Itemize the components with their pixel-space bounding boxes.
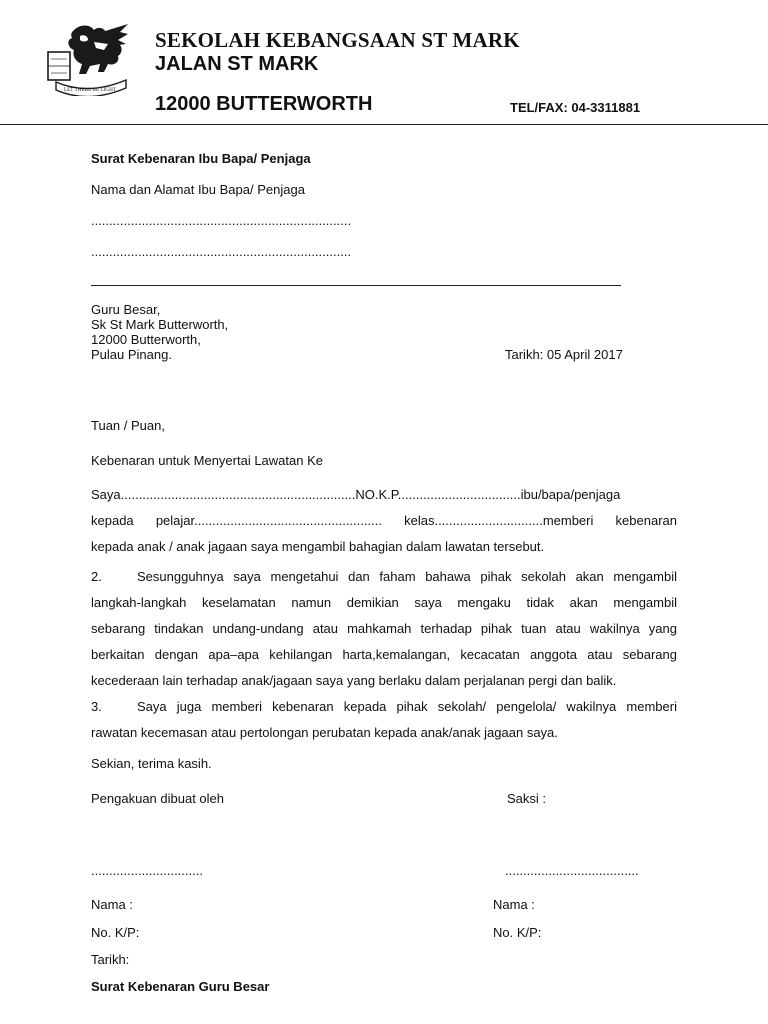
logo-motto: LET THERE BE LIGHT bbox=[63, 87, 117, 93]
paragraph-number: 3. bbox=[91, 699, 102, 714]
school-street: JALAN ST MARK bbox=[155, 53, 319, 75]
paragraph-number: 2. bbox=[91, 569, 102, 584]
paragraph-1 bbox=[91, 482, 677, 560]
closing: Sekian, terima kasih. bbox=[91, 756, 212, 771]
ic-label-left: No. K/P: bbox=[91, 925, 140, 940]
paragraph-line: kecederaan lain terhadap anak/jagaan saya yang berlaku dalam perjalanan pergi dan balik. bbox=[91, 673, 617, 688]
acknowledgement-label: Pengakuan dibuat oleh bbox=[91, 791, 225, 806]
paragraph-text: Saya juga memberi kebenaran kepada pihak sekolah/ pengelola/ wakilnya memberi bbox=[137, 699, 677, 714]
recipient-address bbox=[91, 302, 228, 362]
paragraph-2 bbox=[91, 564, 677, 694]
paragraph-line: sebarang tindakan undang-undang atau mahkamah terhadap pihak tuan atau wakilnya yang bbox=[91, 621, 677, 636]
name-label-left: Nama : bbox=[91, 897, 133, 912]
paragraph-line: berkaitan dengan apa–apa kehilangan harta,kemalangan, kecacatan anggota atau sebarang bbox=[91, 647, 677, 662]
subject-line: Kebenaran untuk Menyertai Lawatan Ke bbox=[91, 453, 323, 468]
parent-address-line-2: ........................................................................ bbox=[91, 244, 352, 259]
recipient-line: Guru Besar, bbox=[91, 302, 161, 317]
witness-label: Saksi : bbox=[507, 791, 547, 806]
name-label-right: Nama : bbox=[493, 897, 535, 912]
parent-name-address-label: Nama dan Alamat Ibu Bapa/ Penjaga bbox=[91, 182, 305, 197]
paragraph-line-first bbox=[91, 564, 677, 590]
salutation: Tuan / Puan, bbox=[91, 418, 165, 433]
headmaster-permission-title: Surat Kebenaran Guru Besar bbox=[91, 979, 270, 994]
paragraph-3 bbox=[91, 694, 677, 746]
recipient-line: Sk St Mark Butterworth, bbox=[91, 317, 229, 332]
school-crest-logo-icon bbox=[46, 22, 130, 96]
paragraph-line: kepada anak / anak jagaan saya mengambil bahagian dalam lawatan tersebut. bbox=[91, 539, 545, 554]
school-telfax: TEL/FAX: 04-3311881 bbox=[510, 100, 641, 115]
signature-line-right: ..................................... bbox=[505, 863, 639, 878]
recipient-line: 12000 Butterworth, bbox=[91, 332, 201, 347]
paragraph-line: Saya.................................................................NO.K.P..................................ibu/bapa/penjaga bbox=[91, 487, 621, 502]
paragraph-line: langkah-langkah keselamatan namun demikian saya mengaku tidak akan mengambil bbox=[91, 595, 677, 610]
signature-line-left: ............................... bbox=[91, 863, 203, 878]
school-city: 12000 BUTTERWORTH bbox=[155, 93, 373, 115]
letter-title: Surat Kebenaran Ibu Bapa/ Penjaga bbox=[91, 151, 311, 166]
header-divider bbox=[0, 124, 768, 125]
school-name: SEKOLAH KEBANGSAAN ST MARK bbox=[155, 28, 520, 52]
separator-line bbox=[91, 285, 621, 286]
parent-address-line-1: ........................................................................ bbox=[91, 213, 352, 228]
letter-date: Tarikh: 05 April 2017 bbox=[505, 347, 623, 362]
date-label: Tarikh: bbox=[91, 952, 130, 967]
ic-label-right: No. K/P: bbox=[493, 925, 542, 940]
paragraph-line: kepada pelajar.................................................... kelas..............................memberi kebenaran bbox=[91, 513, 677, 528]
paragraph-line-first bbox=[91, 694, 677, 720]
paragraph-text: Sesungguhnya saya mengetahui dan faham bahawa pihak sekolah akan mengambil bbox=[137, 569, 677, 584]
paragraph-line: rawatan kecemasan atau pertolongan perubatan kepada anak/anak jagaan saya. bbox=[91, 725, 558, 740]
recipient-line: Pulau Pinang. bbox=[91, 347, 172, 362]
